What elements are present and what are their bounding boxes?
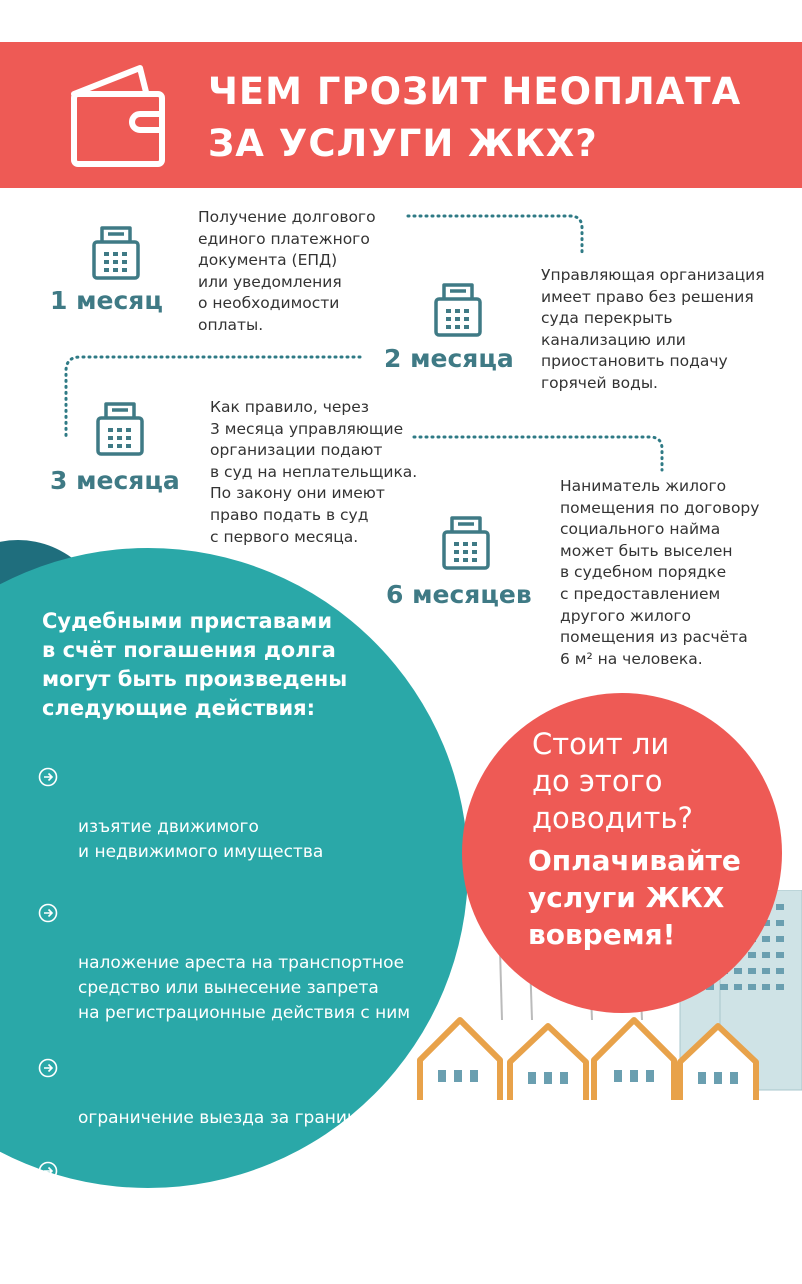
title-line-1: ЧЕМ ГРОЗИТ НЕОПЛАТА	[208, 70, 742, 113]
list-item	[38, 901, 438, 1026]
title-line-2: ЗА УСЛУГИ ЖКХ?	[208, 122, 598, 165]
header-banner	[0, 42, 802, 188]
step-text-6-months: Наниматель жилого помещения по договору социального найма может быть выселен в судебном порядке с предоставлением другого жилого помещения из расчёта 6 м² на человека.	[560, 477, 760, 668]
step-text-2-months: Управляющая организация имеет право без решения суда перекрыть канализацию или приостановить подачу горячей воды.	[541, 266, 765, 392]
bailiff-title: Судебными приставами в счёт погашения долга могут быть произведены следующие действия:	[42, 609, 348, 720]
step-label-2-months: 2 месяца	[384, 344, 514, 373]
action-text: изъятие движимого и недвижимого имущества	[78, 817, 324, 862]
step-label-3-months: 3 месяца	[50, 466, 180, 495]
step-text-3-months: Как правило, через 3 месяца управляющие организации подают в суд на неплательщика. По закону они имеют право подать в суд с первого месяца.	[210, 398, 418, 546]
step-label-1-month: 1 месяц	[50, 286, 163, 315]
list-item	[38, 1056, 438, 1131]
document-icon	[90, 224, 142, 282]
bailiff-actions-list	[38, 765, 438, 1284]
document-icon	[432, 281, 484, 339]
page-title	[208, 66, 788, 170]
action-text: в одностороннем порядке снятие денежных средств с банковских счетов	[78, 1211, 382, 1281]
list-item	[38, 765, 438, 865]
step-text-1-month: Получение долгового единого платежного документа (ЕПД) или уведомления о необходимости оплаты.	[198, 208, 376, 334]
arrow-circle-icon	[38, 767, 58, 787]
list-item	[38, 1159, 438, 1284]
document-icon	[94, 400, 146, 458]
action-text: ограничение выезда за границу	[78, 1108, 369, 1128]
cta-answer: Оплачивайте услуги ЖКХ вовремя!	[528, 844, 741, 951]
arrow-circle-icon	[38, 903, 58, 923]
wallet-icon	[66, 58, 170, 170]
arrow-circle-icon	[38, 1058, 58, 1078]
step-label-6-months: 6 месяцев	[386, 580, 532, 609]
cta-question: Стоит ли до этого доводить?	[532, 727, 693, 835]
arrow-circle-icon	[38, 1161, 58, 1181]
action-text: наложение ареста на транспортное средство или вынесение запрета на регистрационные действия с ним	[78, 953, 411, 1023]
document-icon	[440, 514, 492, 572]
